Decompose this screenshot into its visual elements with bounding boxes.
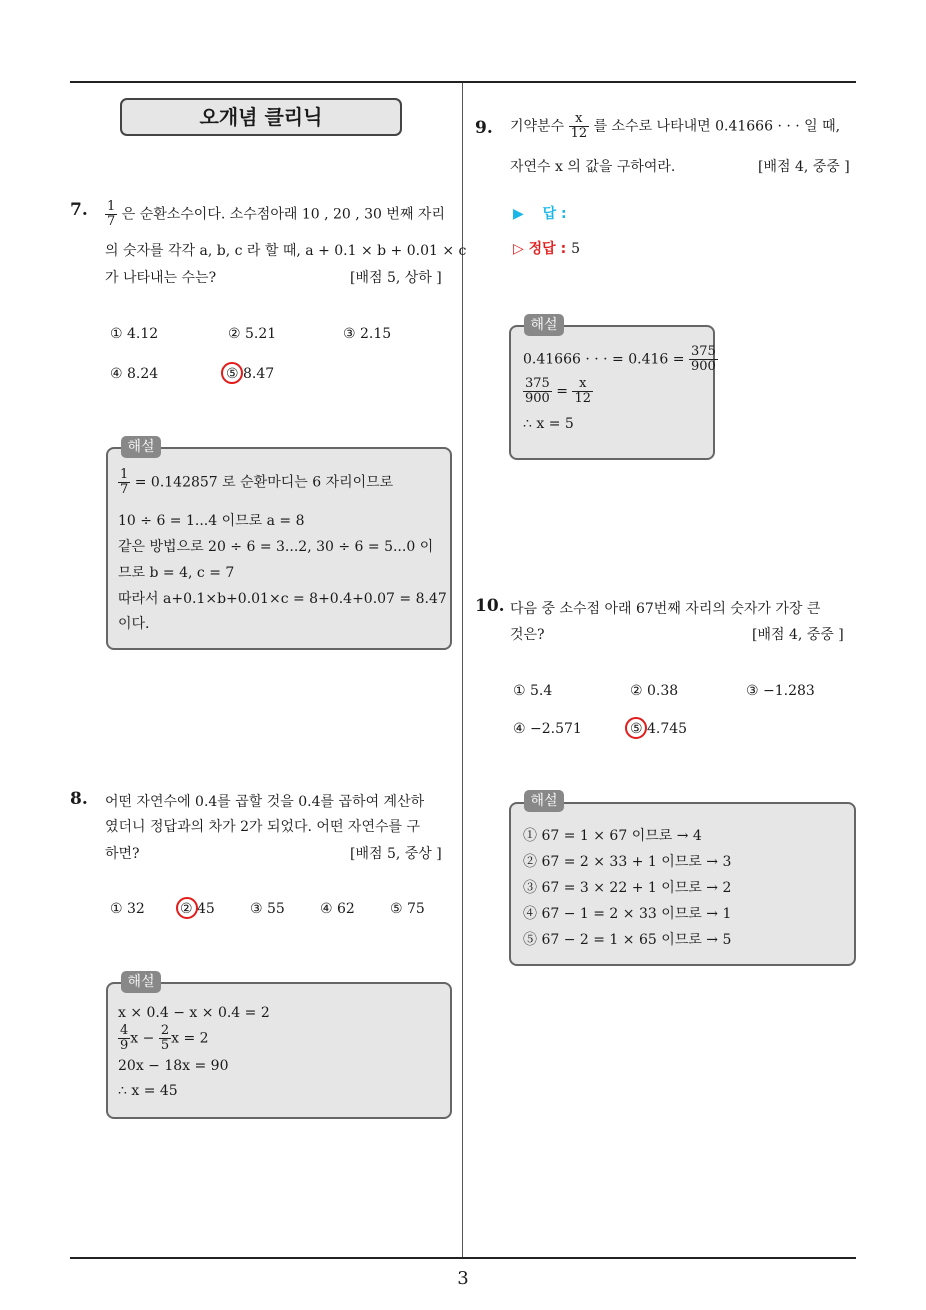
question-7-line3: 가 나타내는 수는? — [105, 270, 217, 286]
q10-choice-3[interactable]: ③ −1.283 — [746, 683, 815, 699]
q7-solution-line3: 같은 방법으로 20 ÷ 6 = 3...2, 30 ÷ 6 = 5...0 이 — [118, 539, 434, 555]
question-8-number: 8. — [70, 789, 88, 809]
question-7-line1: $\frac{1}{7}$ 은 순환소수이다. 소수점아래 10 , 20 , 30 번째 자리 — [107, 199, 445, 229]
q10-choice-4[interactable]: ④ −2.571 — [513, 721, 582, 737]
question-7-line2: 의 숫자를 각각 a, b, c 라 할 때, a + 0.1 × b + 0.01 × c — [105, 243, 467, 259]
q7-solution-line5: 따라서 a+0.1×b+0.01×c = 8+0.4+0.07 = 8.47 — [118, 591, 447, 607]
q7-solution-line4: 므로 b = 4, c = 7 — [118, 565, 235, 581]
q7-choice-4[interactable]: ④ 8.24 — [110, 366, 159, 382]
q10-solution-line5: ⑤ 67 − 2 = 1 × 65 이므로 → 5 — [523, 932, 732, 948]
question-9-line1: 기약분수 $\frac{x}{12}$ 를 소수로 나타내면 0.41666 · · · 일 때, — [510, 111, 841, 141]
q9-answer-label: 답 : — [542, 206, 567, 222]
section-title: 오개념 클리닉 — [120, 98, 402, 136]
question-10-line1: 다음 중 소수점 아래 67번째 자리의 숫자가 가장 큰 — [510, 601, 821, 617]
q9-correct-label: 정답 : — [528, 241, 567, 257]
q7-choice-5[interactable]: ⑤ 8.47 — [226, 366, 275, 382]
q9-solution-line2: $\frac{375}{900}$ = $\frac{x}{12}$ — [525, 376, 592, 406]
q7-answer-circle-mark — [221, 362, 243, 384]
page-number: 3 — [457, 1268, 469, 1289]
question-8-line1: 어떤 자연수에 0.4를 곱할 것을 0.4를 곱하여 계산하 — [105, 794, 425, 810]
q9-solution-line1: 0.41666 · · · = 0.416 = $\frac{375}{900}$ — [523, 344, 716, 374]
q8-solution-line4: ∴ x = 45 — [118, 1083, 178, 1099]
q7-choice-3[interactable]: ③ 2.15 — [343, 326, 392, 342]
q8-choice-4[interactable]: ④ 62 — [320, 901, 355, 917]
q10-choice-1[interactable]: ① 5.4 — [513, 683, 553, 699]
q10-answer-circle-mark — [625, 717, 647, 739]
q10-solution-line4: ④ 67 − 1 = 2 × 33 이므로 → 1 — [523, 906, 732, 922]
question-8-line2: 였더니 정답과의 차가 2가 되었다. 어떤 자연수를 구 — [105, 819, 420, 835]
question-7-fraction: $\frac{1}{7}$ — [107, 199, 116, 229]
q8-answer-circle-mark — [176, 897, 198, 919]
q8-solution-line3: 20x − 18x = 90 — [118, 1058, 229, 1074]
q9-solution-tag: 해설 — [524, 314, 564, 336]
q9-correct-row — [513, 238, 580, 258]
q8-choice-2[interactable]: ② 45 — [180, 901, 215, 917]
q10-solution-line3: ③ 67 = 3 × 22 + 1 이므로 → 2 — [523, 880, 732, 896]
blue-triangle-icon: ▶ — [513, 206, 524, 222]
question-8-line3: 하면? — [105, 846, 140, 862]
question-10-number: 10. — [475, 596, 505, 616]
q10-solution-line2: ② 67 = 2 × 33 + 1 이므로 → 3 — [523, 854, 732, 870]
q7-solution-line1: $\frac{1}{7}$ = 0.142857 로 순환마디는 6 자리이므로 — [120, 467, 394, 497]
q8-solution-line2: $\frac{4}{9}$ x − $\frac{2}{5}$ x = 2 — [120, 1023, 209, 1053]
question-7-score: [배점 5, 상하 ] — [350, 270, 442, 286]
q8-solution-line1: x × 0.4 − x × 0.4 = 2 — [118, 1005, 270, 1021]
q7-choice-1[interactable]: ① 4.12 — [110, 326, 159, 342]
question-9-number: 9. — [475, 118, 493, 138]
q9-solution-line3: ∴ x = 5 — [523, 416, 574, 432]
q7-solution-line2: 10 ÷ 6 = 1...4 이므로 a = 8 — [118, 513, 305, 529]
top-rule — [70, 81, 856, 83]
question-10-line2: 것은? — [510, 627, 545, 643]
bottom-rule — [70, 1257, 856, 1259]
question-8-score: [배점 5, 중상 ] — [350, 846, 442, 862]
q7-solution-line6: 이다. — [118, 616, 150, 632]
q9-answer-row[interactable] — [513, 203, 567, 223]
q7-choice-2[interactable]: ② 5.21 — [228, 326, 277, 342]
question-9-score: [배점 4, 중중 ] — [758, 159, 850, 175]
q9-correct-value: 5 — [571, 241, 580, 257]
q7-solution-tag: 해설 — [121, 436, 161, 458]
q8-choice-5[interactable]: ⑤ 75 — [390, 901, 425, 917]
q8-solution-tag: 해설 — [121, 971, 161, 993]
q10-solution-line1: ① 67 = 1 × 67 이므로 → 4 — [523, 828, 702, 844]
q10-solution-tag: 해설 — [524, 790, 564, 812]
q8-choice-1[interactable]: ① 32 — [110, 901, 145, 917]
red-outline-triangle-icon: ▷ — [513, 241, 524, 257]
q8-choice-3[interactable]: ③ 55 — [250, 901, 285, 917]
question-7-number: 7. — [70, 200, 88, 220]
q10-choice-2[interactable]: ② 0.38 — [630, 683, 679, 699]
question-10-score: [배점 4, 중중 ] — [752, 627, 844, 643]
question-9-line2: 자연수 x 의 값을 구하여라. — [510, 159, 676, 175]
q10-choice-5[interactable]: ⑤ 4.745 — [630, 721, 688, 737]
